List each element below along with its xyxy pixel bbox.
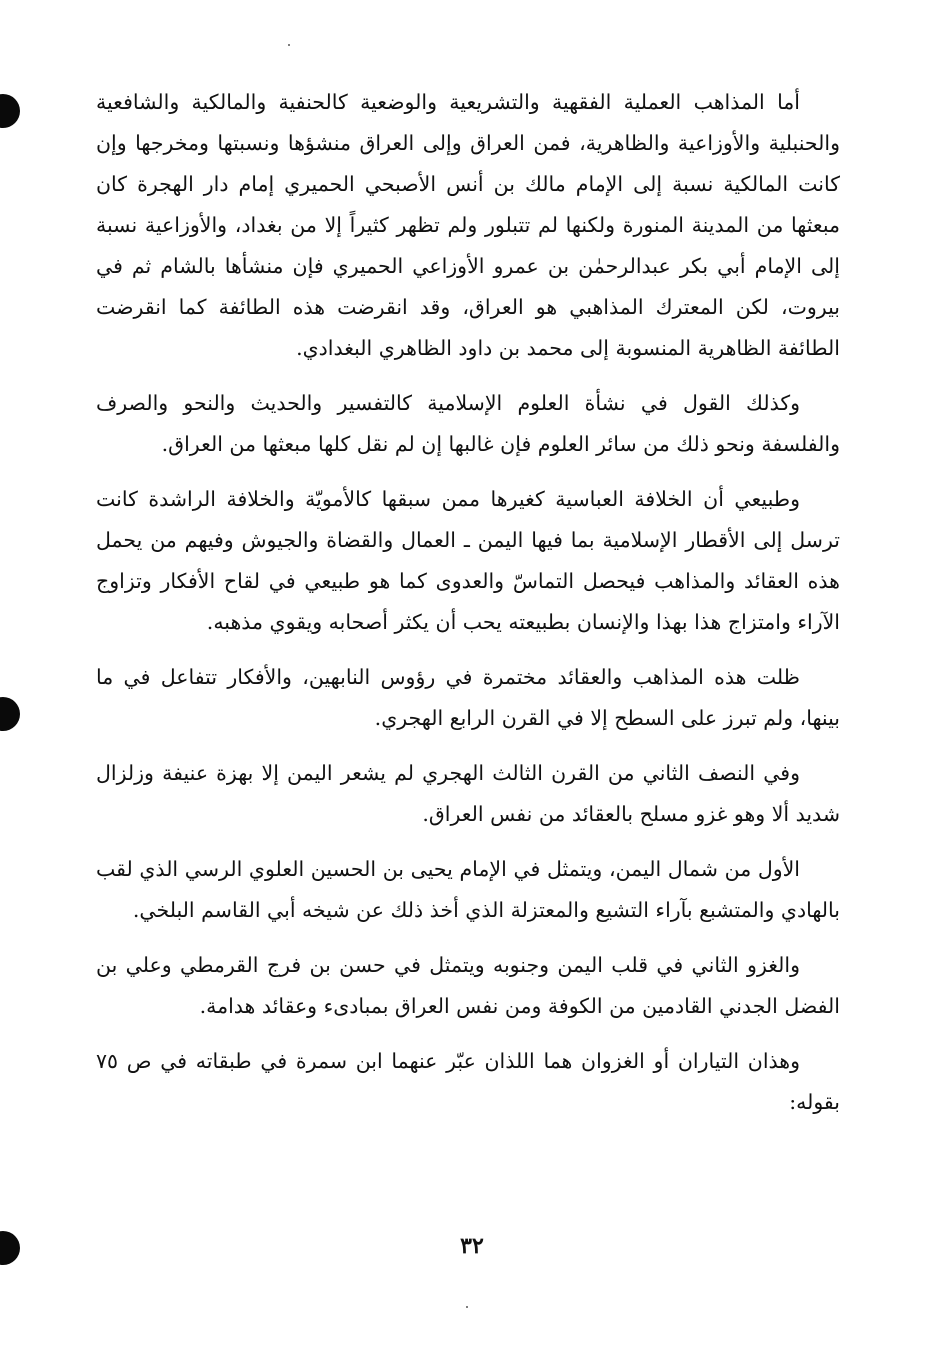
paragraph: وكذلك القول في نشأة العلوم الإسلامية كالتفسير والحديث والنحو والصرف والفلسفة ونحو ذلك من سائر العلوم فإن غالبها إن لم نقل كلها مبعثها من العراق. — [96, 391, 840, 456]
scan-speck — [288, 44, 290, 46]
paragraph: والغزو الثاني في قلب اليمن وجنوبه ويتمثل في حسن بن فرج القرمطي وعلي بن الفضل الجدني القادمين من الكوفة ومن نفس العراق بمبادىء وعقائد هدامة. — [96, 953, 840, 1018]
body-text — [96, 82, 840, 1137]
punch-hole-mark — [0, 697, 20, 731]
paragraph: وطبيعي أن الخلافة العباسية كغيرها ممن سبقها كالأمويّة والخلافة الراشدة كانت ترسل إلى الأقطار الإسلامية بما فيها اليمن ـ العمال والقضاة والجيوش وفيهم من يحمل هذه العقائد والمذاهب فيحصل التماسّ والعدوى كما هو طبيعي في لقاح الأفكار وتزاوج الآراء وامتزاج هذا بهذا والإنسان بطبيعته يحب أن يكثر أصحابه ويقوي مذهبه. — [96, 487, 840, 634]
punch-hole-mark — [0, 94, 20, 128]
paragraph: وفي النصف الثاني من القرن الثالث الهجري لم يشعر اليمن إلا بهزة عنيفة وزلزال شديد ألا وهو غزو مسلح بالعقائد من نفس العراق. — [96, 761, 840, 826]
paragraph: ظلت هذه المذاهب والعقائد مختمرة في رؤوس النابهين، والأفكار تتفاعل في ما بينها، ولم تبرز على السطح إلا في القرن الرابع الهجري. — [96, 665, 840, 730]
scan-speck — [466, 1306, 468, 1308]
page-number: ٣٢ — [460, 1233, 484, 1259]
paragraph: الأول من شمال اليمن، ويتمثل في الإمام يحيى بن الحسين العلوي الرسي الذي لقب بالهادي والمتشبع بآراء التشيع والمعتزلة الذي أخذ ذلك عن شيخه أبي القاسم البلخي. — [96, 857, 840, 922]
paragraph: وهذان التياران أو الغزوان هما اللذان عبّر عنهما ابن سمرة في طبقاته في ص ٧٥ بقوله: — [96, 1049, 840, 1114]
paragraph: أما المذاهب العملية الفقهية والتشريعية والوضعية كالحنفية والمالكية والشافعية والحنبلية والأوزاعية والظاهرية، فمن العراق وإلى العراق منشؤها ونسبتها ومخرجها وإن كانت المالكية نسبة إلى الإمام مالك بن أنس الأصبحي الحميري إمام دار الهجرة كان مبعثها من المدينة المنورة ولكنها لم تتبلور ولم تظهر كثيراً إلا من بغداد، والأوزاعية نسبة إلى الإمام أبي بكر عبدالرحمٰن بن عمرو الأوزاعي الحميري فإن منشأها بالشام ثم في بيروت، لكن المعترك المذاهبي هو العراق، وقد انقرضت هذه الطائفة كما انقرضت الطائفة الظاهرية المنسوبة إلى محمد بن داود الظاهري البغدادي. — [96, 90, 840, 360]
